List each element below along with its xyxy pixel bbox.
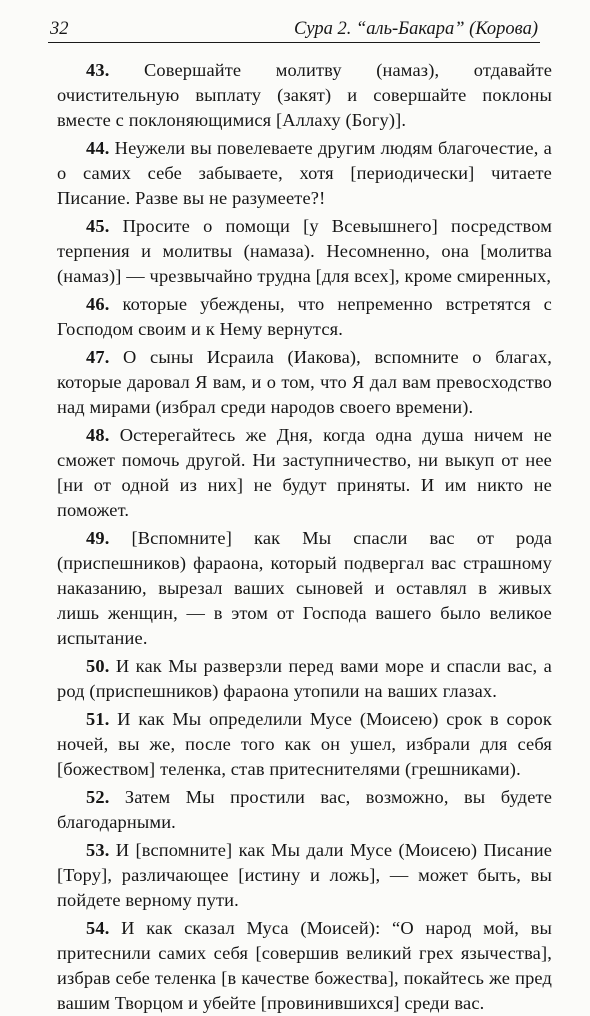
verse-46 [57, 292, 552, 342]
verse-number: 49. [86, 528, 110, 548]
verse-text: Неужели вы повелеваете другим людям благочестие, а о самих себе забываете, хотя [периодически] читаете Писание. Разве вы не разумеете?! [57, 138, 552, 208]
header-rule [48, 42, 540, 43]
verse-text: Остерегайтесь же Дня, когда одна душа ничем не сможет помочь другой. Ни заступничество, ни выкуп от нее [ни от одной из них] не будут приняты. И им никто не поможет. [57, 425, 552, 520]
verse-48 [57, 423, 552, 523]
verse-43 [57, 58, 552, 133]
running-title: Сура 2. “аль-Бакара” (Корова) [294, 19, 538, 39]
verse-text: Затем Мы простили вас, возможно, вы будете благодарными. [57, 787, 553, 832]
verse-number: 52. [86, 787, 110, 807]
verse-text: [Вспомните] как Мы спасли вас от рода (приспешников) фараона, который подвергал вас страшному наказанию, вырезал ваших сыновей и оставлял в живых лишь женщин, — в этом от Господа вашего было великое испытание. [57, 528, 553, 648]
verse-text: И как Мы разверзли перед вами море и спасли вас, а род (приспешников) фараона утопили на ваших глазах. [57, 656, 552, 701]
verse-list [57, 58, 552, 1016]
verse-number: 45. [86, 216, 110, 236]
verse-44 [57, 136, 552, 211]
verse-number: 47. [86, 347, 110, 367]
verse-51 [57, 707, 552, 782]
verse-45 [57, 214, 552, 289]
verse-54 [57, 916, 552, 1016]
verse-53 [57, 838, 552, 913]
verse-text: Просите о помощи [у Всевышнего] посредством терпения и молитвы (намаза). Несомненно, она [молитва (намаз)] — чрезвычайно трудна [для всех], кроме смиренных, [57, 216, 553, 286]
verse-47 [57, 345, 552, 420]
verse-text: О сыны Исраила (Иакова), вспомните о благах, которые даровал Я вам, и о том, что Я дал вам превосходство над мирами (избрал среди народов своего времени). [57, 347, 552, 417]
verse-49 [57, 526, 552, 651]
verse-number: 43. [86, 60, 110, 80]
verse-50 [57, 654, 552, 704]
verse-number: 54. [86, 918, 110, 938]
verse-number: 53. [86, 840, 110, 860]
verse-52 [57, 785, 552, 835]
verse-text: И [вспомните] как Мы дали Мусе (Моисею) Писание [Тору], различающее [истину и ложь], — может быть, вы пойдете верному пути. [57, 840, 553, 910]
verse-number: 44. [86, 138, 110, 158]
verse-number: 51. [86, 709, 110, 729]
verse-text: И как Мы определили Мусе (Моисею) срок в сорок ночей, вы же, после того как он ушел, избрали для себя [божеством] теленка, став притеснителями (грешниками). [57, 709, 552, 779]
verse-number: 48. [86, 425, 110, 445]
running-head [50, 14, 538, 40]
verse-text: Совершайте молитву (намаз), отдавайте очистительную выплату (закят) и совершайте поклоны вместе с поклоняющимися [Аллаху (Богу)]. [57, 60, 553, 130]
page-number: 32 [50, 19, 69, 39]
verse-number: 46. [86, 294, 110, 314]
verse-number: 50. [86, 656, 110, 676]
verse-text: И как сказал Муса (Моисей): “О народ мой, вы притеснили самих себя [совершив великий грех язычества], избрав себе теленка [в качестве божества], покайтесь же пред вашим Творцом и убейте [провинившихся] среди вас. [57, 918, 553, 1013]
verse-text: которые убеждены, что непременно встретятся с Господом своим и к Нему вернутся. [57, 294, 552, 339]
